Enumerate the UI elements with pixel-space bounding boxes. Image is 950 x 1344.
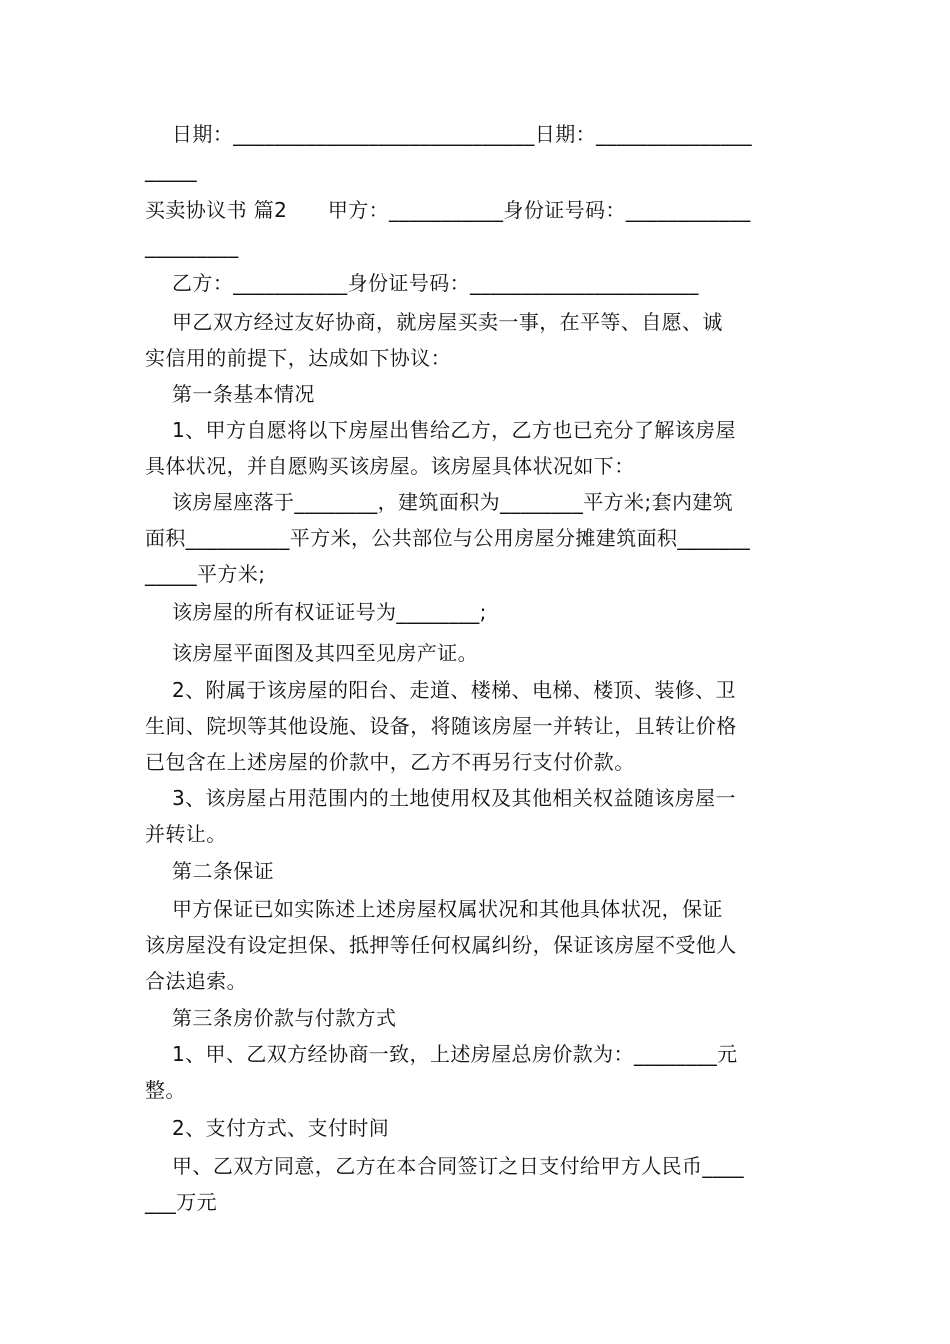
text-line: 该房屋平面图及其四至见房产证。 (145, 641, 479, 665)
text-line: 甲方保证已如实陈述上述房屋权属状况和其他具体状况，保证 (145, 897, 723, 921)
text-line: 生间、院坝等其他设施、设备，将随该房屋一并转让，且转让价格 (145, 714, 737, 738)
text-line: 面积__________平方米，公共部位与公用房屋分摊建筑面积_______ (145, 526, 751, 550)
text-line: 实信用的前提下，达成如下协议： (145, 346, 451, 370)
text-line: 乙方：___________身份证号码：______________________ (145, 271, 699, 295)
text-line: 该房屋没有设定担保、抵押等任何权属纠纷，保证该房屋不受他人 (145, 933, 737, 957)
text-line: 日期：_____________________________日期：_______________ (145, 122, 753, 146)
text-line: 甲、乙双方同意，乙方在本合同签订之日支付给甲方人民币____ (145, 1154, 745, 1178)
text-line: _____ (145, 158, 197, 182)
text-line: _____平方米; (145, 562, 266, 586)
text-line: 买卖协议书 篇2 甲方：___________身份证号码：____________ (145, 198, 751, 222)
text-line: 1、甲方自愿将以下房屋出售给乙方，乙方也已充分了解该房屋 (145, 418, 736, 442)
text-line: 具体状况，并自愿购买该房屋。该房屋具体状况如下： (145, 454, 635, 478)
text-line: 2、附属于该房屋的阳台、走道、楼梯、电梯、楼顶、装修、卫 (145, 678, 736, 702)
text-line: _________ (145, 234, 239, 258)
section-heading: 第二条保证 (145, 859, 275, 883)
text-line: 甲乙双方经过友好协商，就房屋买卖一事，在平等、自愿、诚 (145, 310, 723, 334)
text-line: 3、该房屋占用范围内的土地使用权及其他相关权益随该房屋一 (145, 786, 736, 810)
section-heading: 第三条房价款与付款方式 (145, 1006, 397, 1030)
text-line: 2、支付方式、支付时间 (145, 1116, 390, 1140)
text-line: 整。 (145, 1078, 186, 1102)
text-line: 已包含在上述房屋的价款中，乙方不再另行支付价款。 (145, 750, 635, 774)
text-line: ___万元 (145, 1190, 217, 1214)
text-line: 并转让。 (145, 822, 227, 846)
text-line: 该房屋的所有权证证号为________; (145, 600, 487, 624)
section-heading: 第一条基本情况 (145, 382, 315, 406)
text-line: 合法追索。 (145, 969, 247, 993)
text-line: 1、甲、乙双方经协商一致，上述房屋总房价款为：________元 (145, 1042, 738, 1066)
text-line: 该房屋座落于________，建筑面积为________平方米;套内建筑 (145, 490, 734, 514)
